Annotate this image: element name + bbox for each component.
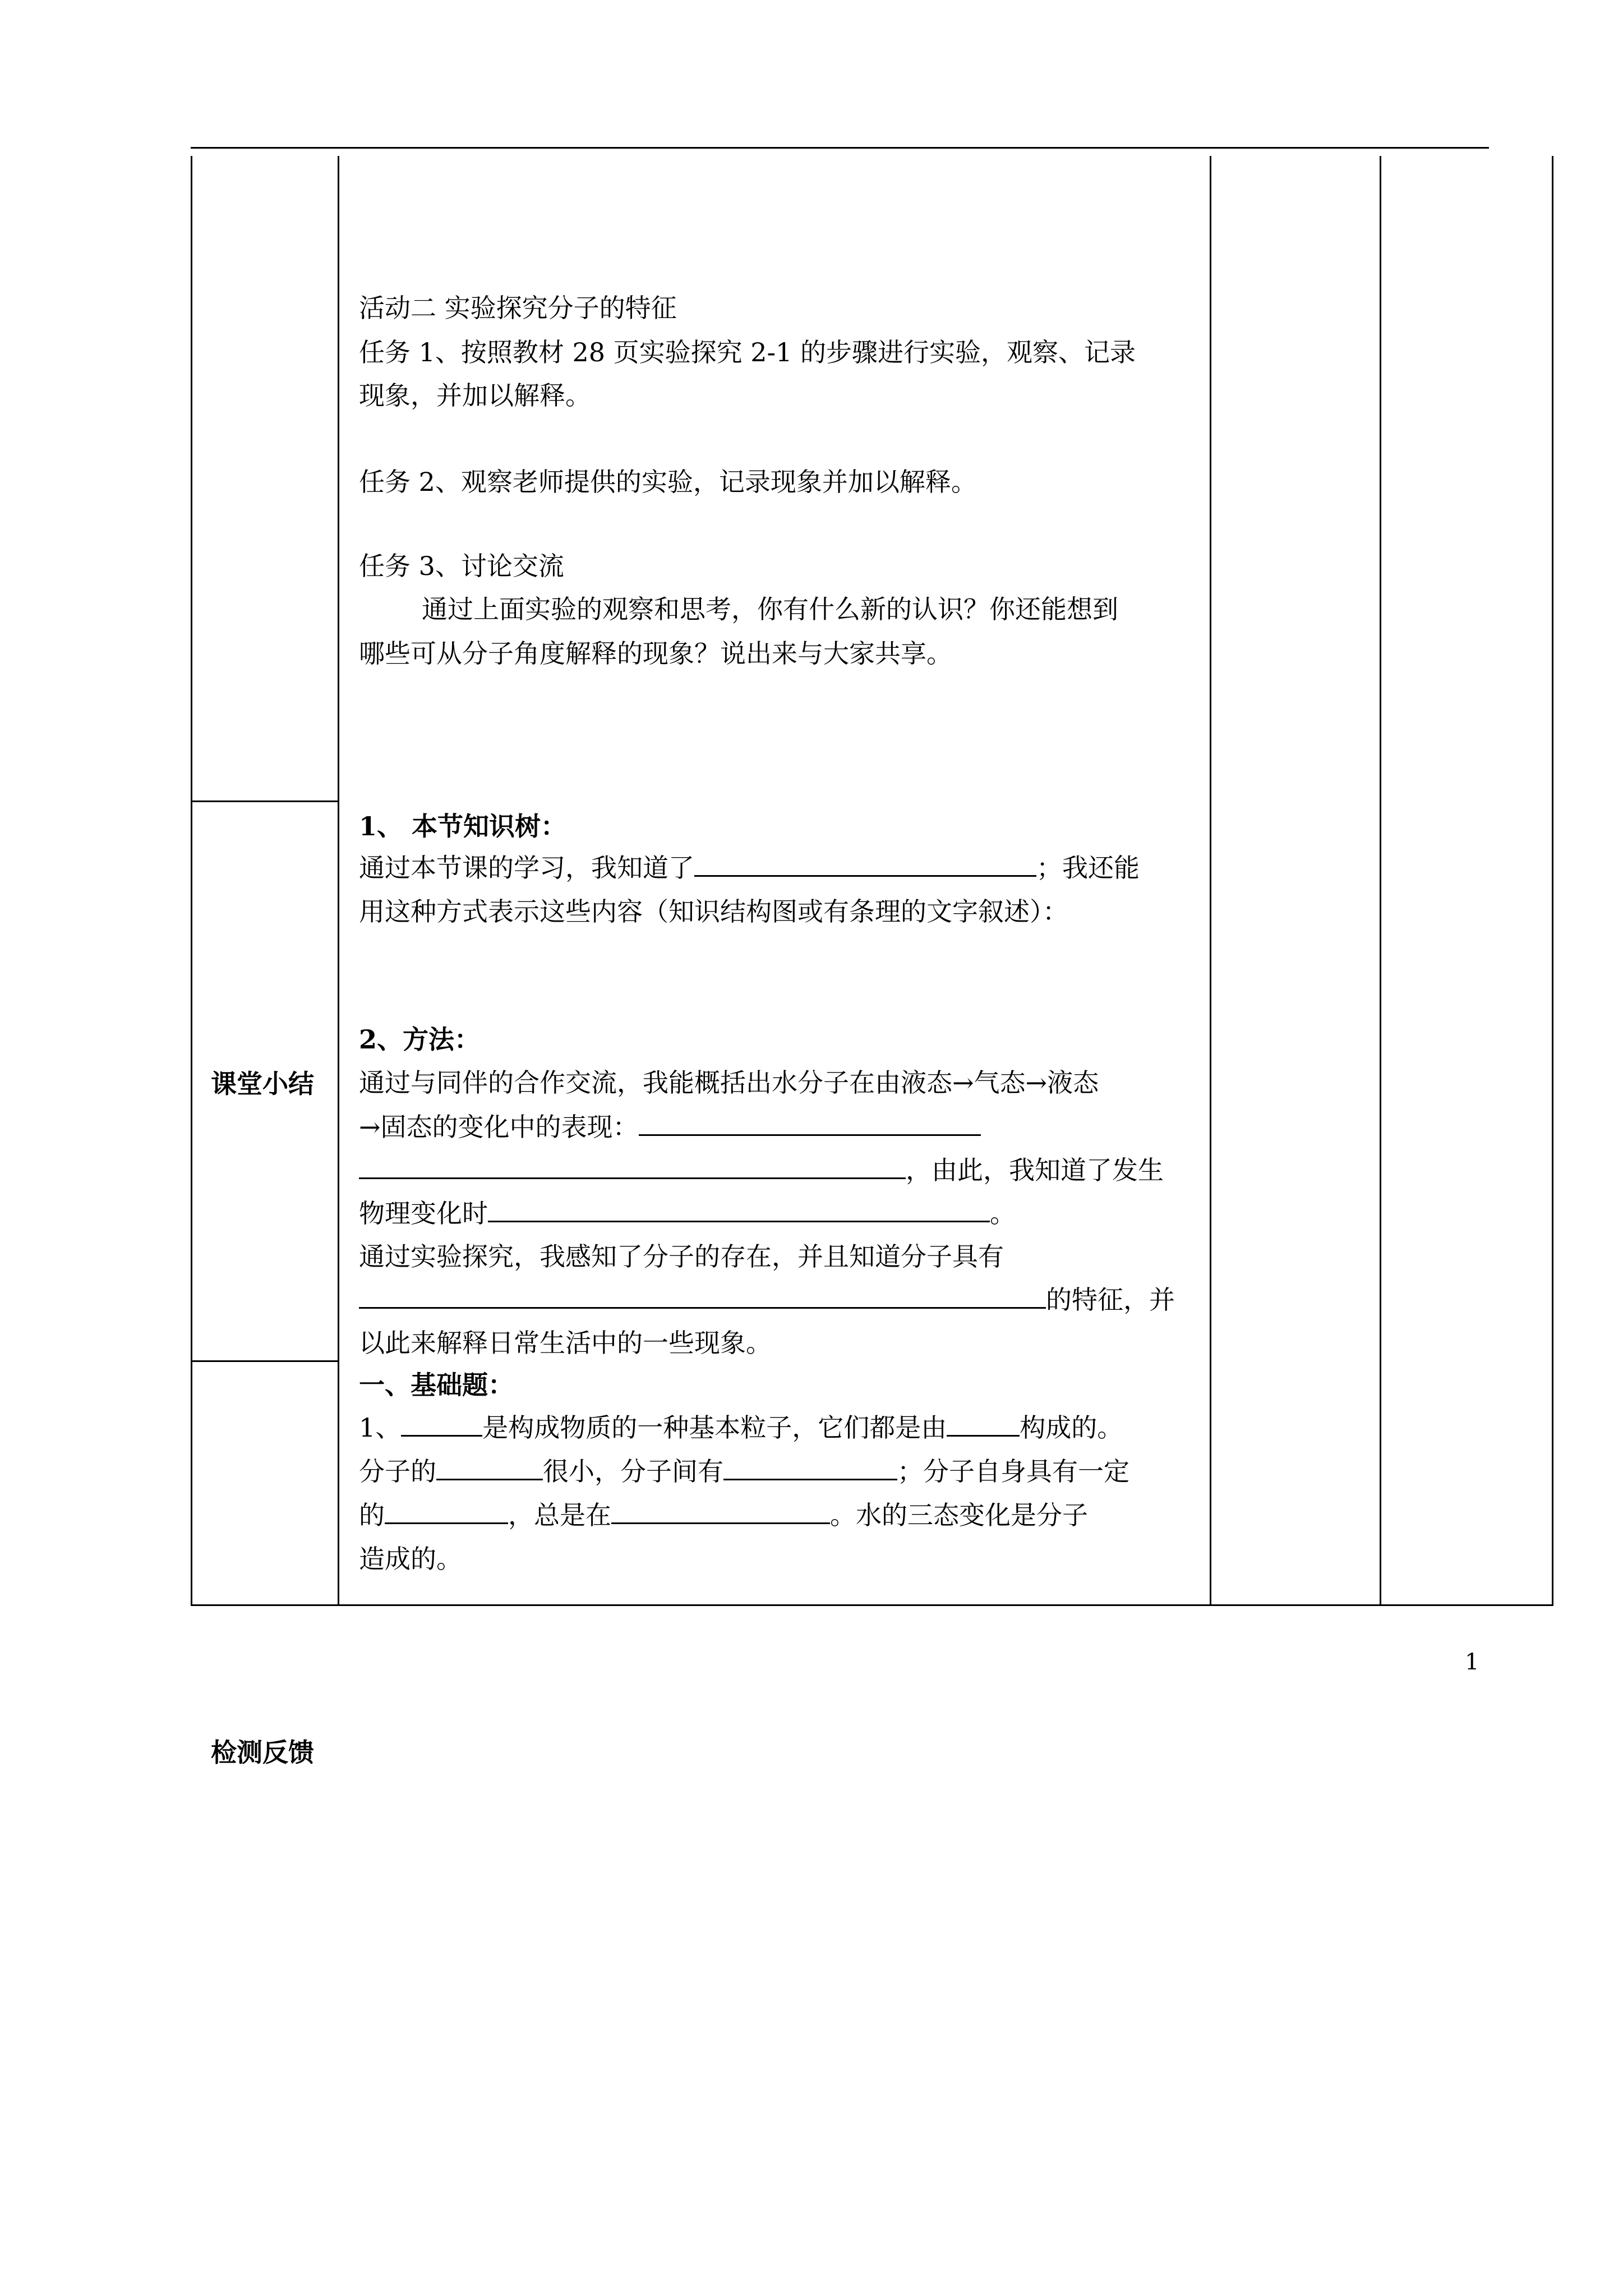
method-line4-post: 。 xyxy=(990,1198,1016,1228)
column-divider-1 xyxy=(338,156,339,1606)
summary-line1 xyxy=(359,846,1140,890)
table-bottom-border xyxy=(191,1604,1553,1606)
method-line3 xyxy=(359,1148,1164,1192)
q1-line3 xyxy=(359,1493,1088,1537)
q1-line1 xyxy=(359,1406,1123,1450)
column-divider-3 xyxy=(1380,156,1381,1606)
inquiry-line1: 通过实验探究，我感知了分子的存在，并且知道分子具有 xyxy=(359,1241,1004,1272)
q1-blank-6[interactable] xyxy=(611,1494,830,1524)
q1-line2 xyxy=(359,1450,1129,1493)
row-divider-2 xyxy=(191,1360,339,1362)
q1-line3-part2: ，总是在 xyxy=(508,1500,611,1530)
summary-line2: 用这种方式表示这些内容（知识结构图或有条理的文字叙述）： xyxy=(359,896,1068,927)
feedback-row-label: 检测反馈 xyxy=(211,1737,314,1768)
knowledge-tree-heading: 1、 本节知识树： xyxy=(359,811,567,841)
q1-blank-4[interactable] xyxy=(723,1451,897,1480)
page-number: 1 xyxy=(1465,1649,1479,1675)
q1-line2-part3: ；分子自身具有一定 xyxy=(897,1456,1129,1487)
summary-line1-pre: 通过本节课的学习，我知道了 xyxy=(359,853,694,883)
top-rule xyxy=(191,147,1489,149)
summary-row-label: 课堂小结 xyxy=(211,1069,314,1099)
discussion-line2: 哪些可从分子角度解释的现象？说出来与大家共享。 xyxy=(359,638,952,669)
task2: 任务 2、观察老师提供的实验，记录现象并加以解释。 xyxy=(359,467,977,497)
q1-line3-part3: 。水的三态变化是分子 xyxy=(830,1500,1088,1530)
row-divider-1 xyxy=(191,800,339,802)
activity-title: 活动二 实验探究分子的特征 xyxy=(359,293,677,323)
inquiry-line2 xyxy=(359,1278,1175,1322)
method-blank-3[interactable] xyxy=(488,1193,990,1222)
table-right-border xyxy=(1552,156,1553,1606)
method-line2-pre: →固态的变化中的表现： xyxy=(359,1112,639,1142)
task1-line2: 现象，并加以解释。 xyxy=(359,380,591,411)
inquiry-line2-post: 的特征，并 xyxy=(1046,1285,1175,1315)
method-blank-1[interactable] xyxy=(639,1106,981,1136)
method-line2 xyxy=(359,1105,981,1149)
method-line1: 通过与同伴的合作交流，我能概括出水分子在由液态→气态→液态 xyxy=(359,1068,1099,1098)
method-line4 xyxy=(359,1191,1016,1235)
knowledge-blank[interactable] xyxy=(694,847,1036,877)
q1-line1-part3: 构成的。 xyxy=(1020,1412,1123,1443)
q1-line2-part1: 分子的 xyxy=(359,1456,436,1487)
method-line3-post: ，由此，我知道了发生 xyxy=(906,1155,1164,1185)
summary-line1-post: ；我还能 xyxy=(1036,853,1140,883)
q1-line4: 造成的。 xyxy=(359,1544,462,1574)
table-left-border xyxy=(191,156,192,1606)
task3: 任务 3、讨论交流 xyxy=(359,551,564,581)
method-blank-2[interactable] xyxy=(359,1149,906,1179)
method-heading: 2、方法： xyxy=(359,1024,481,1055)
q1-blank-2[interactable] xyxy=(947,1407,1020,1437)
q1-line1-part2: 是构成物质的一种基本粒子，它们都是由 xyxy=(482,1412,947,1443)
method-line4-pre: 物理变化时 xyxy=(359,1198,488,1228)
q1-line2-part2: 很小，分子间有 xyxy=(543,1456,723,1487)
q1-line1-part1: 1、 xyxy=(359,1412,402,1443)
q1-blank-3[interactable] xyxy=(436,1451,543,1480)
inquiry-blank[interactable] xyxy=(359,1279,1046,1309)
basic-questions-heading: 一、基础题： xyxy=(359,1370,514,1400)
q1-line3-part1: 的 xyxy=(359,1500,385,1530)
inquiry-line3: 以此来解释日常生活中的一些现象。 xyxy=(359,1328,772,1358)
discussion-line1: 通过上面实验的观察和思考，你有什么新的认识？你还能想到 xyxy=(422,594,1118,624)
q1-blank-5[interactable] xyxy=(385,1494,508,1524)
q1-blank-1[interactable] xyxy=(401,1407,482,1437)
column-divider-2 xyxy=(1210,156,1211,1606)
task1-line1: 任务 1、按照教材 28 页实验探究 2-1 的步骤进行实验，观察、记录 xyxy=(359,337,1136,367)
